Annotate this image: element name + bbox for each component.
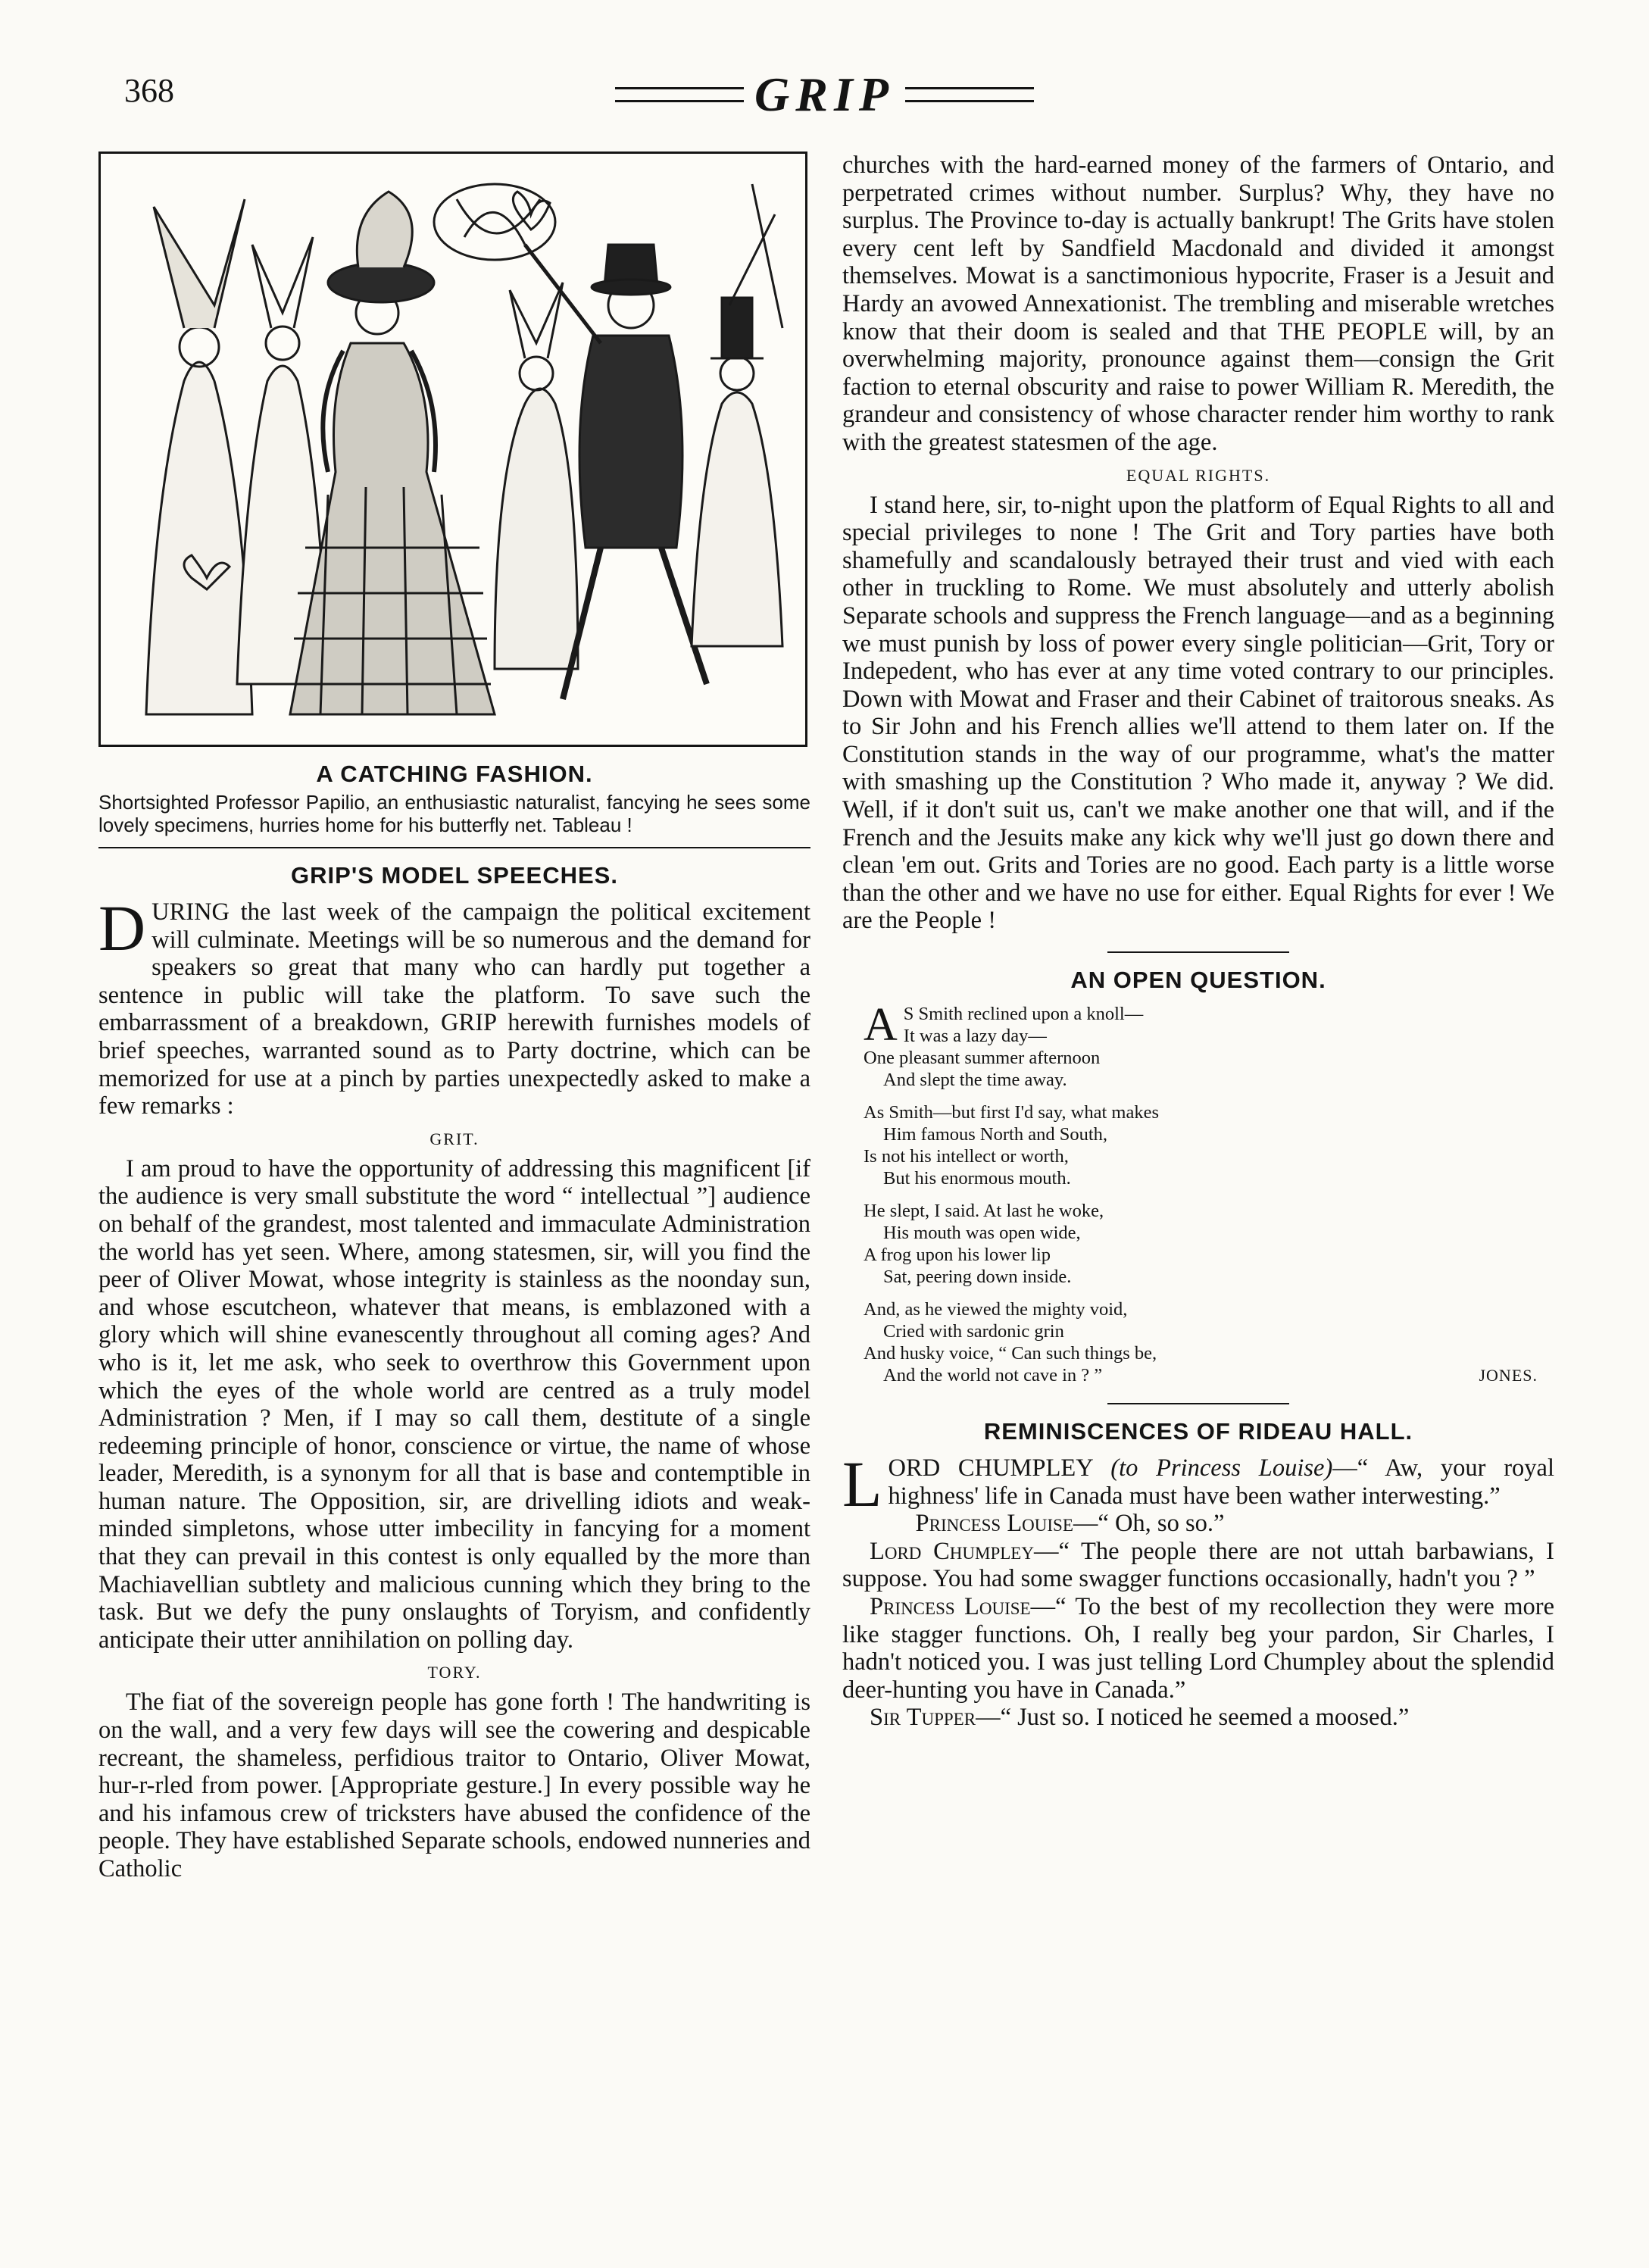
poem-last-line: And the world not cave in ? ” [883,1365,1103,1386]
butterfly-cartoon-drawing [101,154,805,745]
poem-line [864,1364,1554,1386]
speaker: Sir Tupper [870,1704,976,1732]
masthead-rule-right [905,87,1034,102]
page-number: 368 [124,72,174,109]
rideau-para-1 [842,1448,1555,1521]
equal-rights-speech: I stand here, sir, to-night upon the platform of Equal Rights to all and special privileges to none ! The Grit and Tory parties have both shamefully and scandalously betrayed their trust and vied with each other in truckling to Rome. We must absolutely and utterly abolish Separate schools and suppress the French language—and as a beginning we must punish by loss of power every single politician—Grit, Tory or Indepedent, who has ever at any time voted contrary to our principles. Down with Mowat and Fraser and their Cabinet of traitorous sneaks. As to Sir John and his French allies we'll attend to them later on. If the Constitution stands in the way of our programme, what's the matter with smashing up the Constitution ? Who made it, anyway ? We did. Well, if it don't suit us, can't we make another one that will, and if the French and the Jesuits make any kick why we'll just go down there and clean 'em out. Grits and Tories are no good. Each party is a little worse than the other and we have no use for either. Equal Rights for ever ! We are the People ! [842,491,1554,935]
left-column [98,152,810,1883]
poem-line: One pleasant summer afternoon [864,1048,1101,1069]
right-column [842,152,1554,1732]
open-question-title: AN OPEN QUESTION. [1070,967,1326,994]
rideau-para-2 [842,1510,1554,1538]
poem-line: Cried with sardonic grin [883,1321,1064,1342]
speaker: ORD CHUMPLEY [888,1454,1093,1482]
poem-line: But his enormous mouth. [883,1168,1071,1189]
grit-speech: I am proud to have the opportunity of addressing this magnificent [if the audience is very small substitute the word “ intellectual ”] audience on behalf of the grandest, most talented and immaculate Administration the world has yet seen. Where, among statesmen, sir, will you find the peer of Oliver Mowat, whose integrity is stainless as the noonday sun, and whose escutcheon, whatever that means, is emblazoned with a glory which will shine evanescently throughout all coming ages? And who is it, let me ask, who seek to overthrow this Government upon which the eyes of the whole world are centred as a truly model Administration ? Men, if I may so call them, destitute of a single redeeming principle of honor, conscience or virtue, the name of whose leader, Meredith, is a synonym for all that is base and contemptible in human nature. The Opposition, sir, are drivelling idiots and weak-minded simpletons, whose utter imbecility in fancying for a moment that they can prevail in this contest is only equalled by the more than Machiavellian subtlety and malicious cunning which they bring to the task. But we defy the puny onslaughts of Toryism, and confidently anticipate their utter annihilation on polling day. [98,1154,810,1654]
poem-line: Is not his intellect or worth, [864,1146,1069,1167]
rideau-para-3 [842,1538,1554,1593]
model-speeches-intro [98,892,810,1120]
drop-cap: L [842,1448,882,1521]
rideau-para-4 [842,1593,1554,1704]
poem-signature: JONES. [1479,1366,1538,1385]
poem-line: And, as he viewed the mighty void, [864,1299,1128,1320]
dialogue: —“ Just so. I noticed he seemed a moosed.” [976,1704,1410,1732]
poem-line: He slept, I said. At last he woke, [864,1201,1104,1222]
poem-line: As Smith—but first I'd say, what makes [864,1102,1160,1123]
tory-heading: TORY. [427,1663,482,1682]
poem-drop-cap: A [864,999,898,1051]
stage-direction: (to Princess Louise) [1110,1454,1333,1482]
drop-cap: D [98,892,146,964]
poem-line: S Smith reclined upon a knoll— [903,1004,1144,1025]
poem-line: It was a lazy day— [903,1026,1047,1047]
dialogue: —“ Oh, so so.” [1073,1510,1225,1538]
poem-line: His mouth was open wide, [883,1223,1081,1244]
section-divider [98,847,810,848]
intro-text: URING the last week of the campaign the political excitement will culminate. Meetings will be so numerous and the demand for speakers so great that many who can hardly put together a sentence in public will take the platform. To save such the embarrassment of a breakdown, GRIP herewith furnishes models of brief speeches, warranted sound as to Party doctrine, which can be memorized for use at a pinch by parties unexpectedly asked to make a few remarks : [98,898,810,1120]
masthead [0,67,1649,123]
poem-stanza-2 [864,1101,1554,1189]
masthead-title: GRIP [754,67,895,121]
speaker: Lord Chumpley [870,1537,1034,1565]
speaker: Princess Louise [870,1593,1031,1620]
page-header [0,67,1649,127]
rideau-para-5 [842,1704,1554,1732]
poem-stanza-4 [864,1298,1554,1386]
poem-stanza-3 [864,1200,1554,1288]
equal-rights-heading: EQUAL RIGHTS. [1126,465,1271,485]
caption-text: Shortsighted Professor Papilio, an enthusiastic naturalist, fancying he sees some lovely specimens, hurries home for his butterfly net. Tableau ! [98,791,810,836]
dialogue: —“ The people there are not uttah barbawians, I suppose. You had some swagger functions occasionally, hadn't you ? ” [842,1537,1555,1593]
masthead-rule-left [615,87,744,102]
model-speeches-title: GRIP'S MODEL SPEECHES. [291,862,618,889]
caption-title: A CATCHING FASHION. [316,761,593,787]
poem [864,999,1554,1386]
grit-heading: GRIT. [429,1129,479,1148]
tory-speech-part1: The fiat of the sovereign people has gone forth ! The handwriting is on the wall, and a very few days will see the cowering and despicable recreant, the shameless, perfidious traitor to Ontario, Oliver Mowat, hur-r-rled from power. [Appropriate gesture.] In every possible way he and his infamous crew of tricksters have abused the confidence of the people. They have established Separate schools, endowed nunneries and Catholic [98,1689,810,1882]
poem-line: And husky voice, “ Can such things be, [864,1343,1157,1364]
poem-stanza-1 [864,999,1554,1091]
cartoon-illustration [98,152,807,747]
poem-line: And slept the time away. [883,1070,1067,1091]
dialogue: —“ Aw, your royal highness' life in Canada must have been wather interwesting.” [888,1454,1555,1510]
speaker: Princess Louise [915,1510,1073,1538]
dialogue: —“ To the best of my recollection they were more like stagger functions. Oh, I really beg your pardon, Sir Charles, I hadn't noticed you. I was just telling Lord Chumpley about the splendid deer-hunting you have in Canada.” [842,1593,1554,1704]
poem-line: Sat, peering down inside. [883,1267,1072,1288]
tory-speech-part2: churches with the hard-earned money of the farmers of Ontario, and perpetrated crimes without number. Surplus? Why, they have no surplus. The Province to-day is actually bankrupt! The Grits have stolen every cent left by Sandfield Macdonald and divided it amongst themselves. Mowat is a sanctimonious hypocrite, Fraser is a Jesuit and Hardy an avowed Annexationist. The trembling and miserable wretches know that their doom is sealed and that THE PEOPLE will, by an overwhelming majority, pronounce against them—consign the Grit faction to eternal obscurity and raise to power William R. Meredith, the grandeur and consistency of whose character render him worthy to rank with the greatest statesmen of the age. [842,152,1554,456]
section-divider [1107,951,1289,953]
section-divider [1107,1403,1289,1404]
rideau-title: REMINISCENCES OF RIDEAU HALL. [983,1418,1413,1445]
poem-line: Him famous North and South, [883,1124,1108,1145]
poem-line: A frog upon his lower lip [864,1245,1051,1266]
